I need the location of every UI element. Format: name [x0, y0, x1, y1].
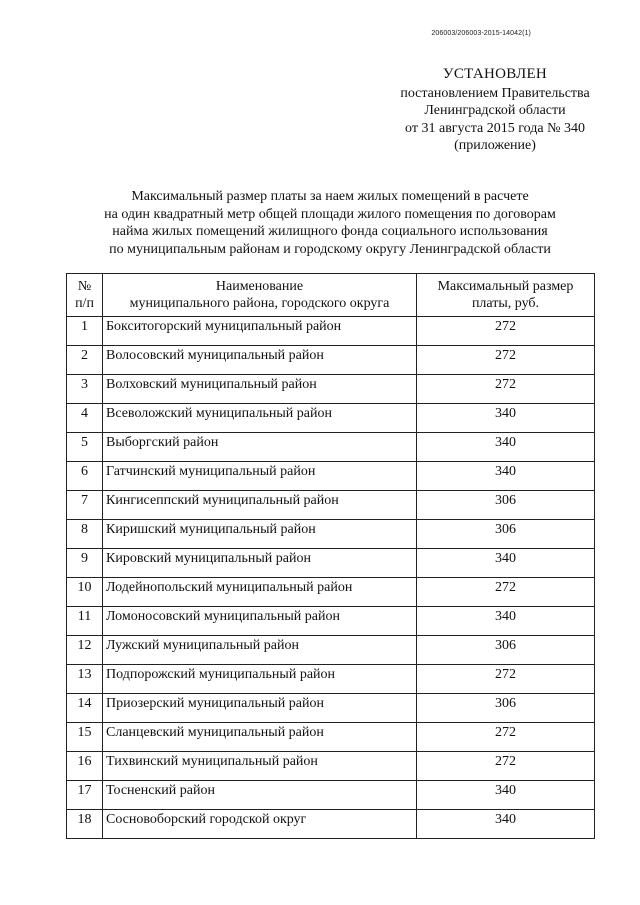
table-row [67, 346, 595, 375]
row-max-rate: 306 [417, 694, 595, 723]
row-number: 3 [67, 375, 103, 404]
row-district-name: Киришский муниципальный район [103, 520, 417, 549]
table-header-row [67, 274, 595, 317]
row-district-name: Всеволожский муниципальный район [103, 404, 417, 433]
table-row [67, 433, 595, 462]
row-number: 18 [67, 810, 103, 839]
row-max-rate: 306 [417, 520, 595, 549]
rates-table [66, 273, 595, 839]
row-max-rate: 306 [417, 491, 595, 520]
row-district-name: Тосненский район [103, 781, 417, 810]
table-row [67, 491, 595, 520]
row-district-name: Кингисеппский муниципальный район [103, 491, 417, 520]
document-title [70, 188, 590, 258]
row-number: 15 [67, 723, 103, 752]
row-number: 5 [67, 433, 103, 462]
row-number: 6 [67, 462, 103, 491]
table-row [67, 404, 595, 433]
row-max-rate: 272 [417, 346, 595, 375]
row-number: 8 [67, 520, 103, 549]
table-row [67, 723, 595, 752]
row-district-name: Тихвинский муниципальный район [103, 752, 417, 781]
approval-line: от 31 августа 2015 года № 340 [405, 120, 585, 136]
row-district-name: Сланцевский муниципальный район [103, 723, 417, 752]
table-row [67, 549, 595, 578]
header-name-line: муниципального района, городского округа [129, 296, 390, 311]
row-district-name: Лодейнопольский муниципальный район [103, 578, 417, 607]
row-max-rate: 272 [417, 723, 595, 752]
row-max-rate: 340 [417, 433, 595, 462]
row-max-rate: 340 [417, 607, 595, 636]
table-row [67, 665, 595, 694]
row-max-rate: 272 [417, 375, 595, 404]
header-value-line: платы, руб. [471, 296, 540, 311]
row-district-name: Волосовский муниципальный район [103, 346, 417, 375]
approval-heading: УСТАНОВЛЕН [442, 66, 548, 82]
row-number: 17 [67, 781, 103, 810]
row-district-name: Сосновоборский городской округ [103, 810, 417, 839]
header-value [417, 274, 595, 317]
row-max-rate: 340 [417, 781, 595, 810]
header-number-line: п/п [75, 296, 94, 311]
title-line: по муниципальным районам и городскому округу Ленинградской области [109, 241, 551, 257]
title-line: найма жилых помещений жилищного фонда социального использования [112, 224, 548, 239]
table-row [67, 694, 595, 723]
row-district-name: Лужский муниципальный район [103, 636, 417, 665]
row-max-rate: 306 [417, 636, 595, 665]
row-number: 13 [67, 665, 103, 694]
approval-block [380, 66, 610, 155]
table-row [67, 781, 595, 810]
row-max-rate: 272 [417, 752, 595, 781]
row-district-name: Подпорожский муниципальный район [103, 665, 417, 694]
table-row [67, 520, 595, 549]
header-number [67, 274, 103, 317]
row-district-name: Волховский муниципальный район [103, 375, 417, 404]
row-district-name: Приозерский муниципальный район [103, 694, 417, 723]
header-number-line: № [77, 279, 92, 294]
row-district-name: Гатчинский муниципальный район [103, 462, 417, 491]
title-line: на один квадратный метр общей площади жилого помещения по договорам [104, 206, 556, 222]
header-name [103, 274, 417, 317]
row-number: 16 [67, 752, 103, 781]
table-row [67, 317, 595, 346]
row-number: 4 [67, 404, 103, 433]
table-body [67, 317, 595, 839]
table-row [67, 462, 595, 491]
table-row [67, 578, 595, 607]
row-district-name: Ломоносовский муниципальный район [103, 607, 417, 636]
row-max-rate: 272 [417, 578, 595, 607]
header-value-line: Максимальный размер [437, 279, 574, 294]
row-number: 1 [67, 317, 103, 346]
row-max-rate: 272 [417, 317, 595, 346]
header-name-line: Наименование [215, 279, 304, 294]
row-district-name: Выборгский район [103, 433, 417, 462]
table-row [67, 375, 595, 404]
row-max-rate: 340 [417, 549, 595, 578]
approval-line: (приложение) [454, 138, 536, 153]
approval-line: постановлением Правительства [400, 85, 590, 101]
title-line: Максимальный размер платы за наем жилых помещений в расчете [131, 189, 529, 204]
row-number: 12 [67, 636, 103, 665]
table-row [67, 810, 595, 839]
row-max-rate: 340 [417, 462, 595, 491]
row-number: 14 [67, 694, 103, 723]
row-max-rate: 272 [417, 665, 595, 694]
table-row [67, 752, 595, 781]
document-code: 206003/206003-2015-14042(1) [431, 30, 531, 37]
row-number: 2 [67, 346, 103, 375]
row-district-name: Бокситогорский муниципальный район [103, 317, 417, 346]
row-number: 11 [67, 607, 103, 636]
row-max-rate: 340 [417, 404, 595, 433]
approval-line: Ленинградской области [424, 103, 566, 118]
row-number: 9 [67, 549, 103, 578]
row-max-rate: 340 [417, 810, 595, 839]
row-number: 7 [67, 491, 103, 520]
table-row [67, 607, 595, 636]
table-row [67, 636, 595, 665]
row-district-name: Кировский муниципальный район [103, 549, 417, 578]
row-number: 10 [67, 578, 103, 607]
